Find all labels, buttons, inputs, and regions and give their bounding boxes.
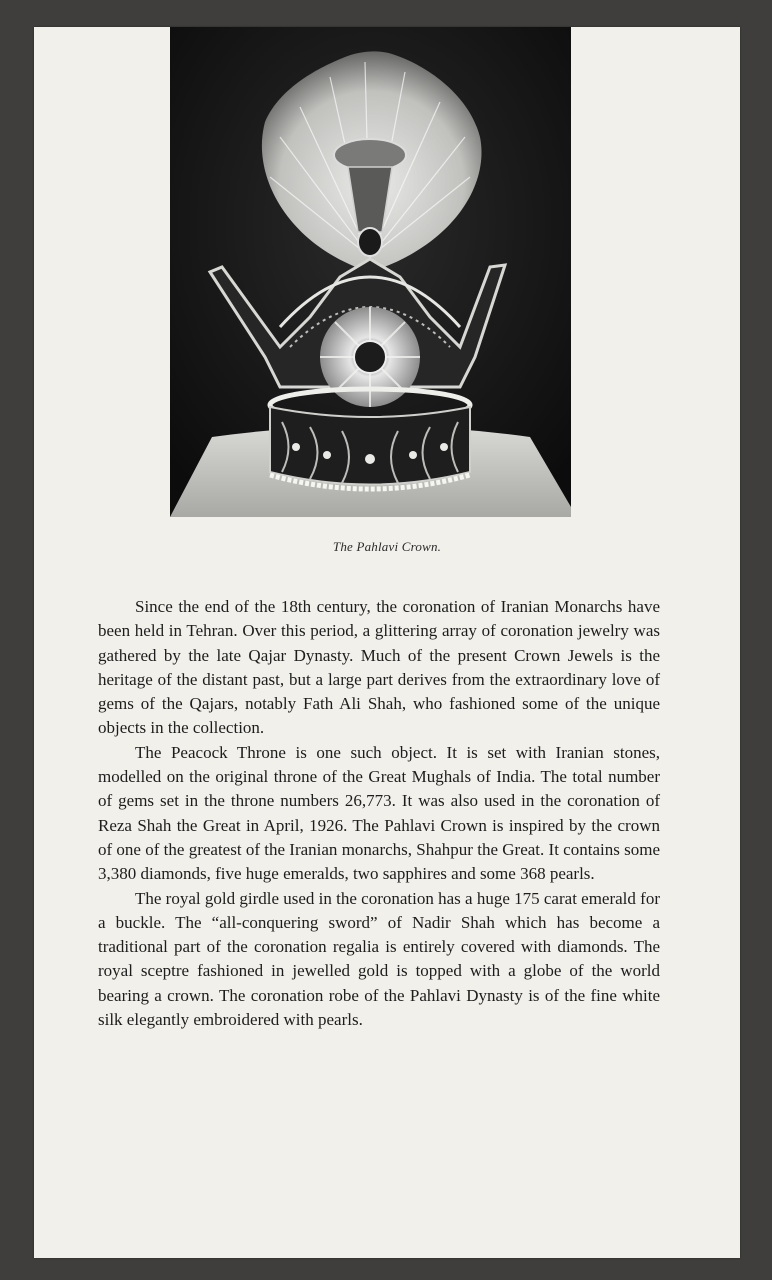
crown-photo (170, 27, 571, 517)
brochure-page (34, 27, 740, 1258)
crown-illustration (170, 27, 571, 517)
paragraph-peacock-throne: The Peacock Throne is one such object. It is set with Iranian stones, modelled on the original throne of the Great Mughals of India. The total number of gems set in the throne numbers 26,773. It was also used in the coronation of Reza Shah the Great in April, 1926. The Pahlavi Crown is inspired by the crown of one of the greatest of the Iranian monarchs, Shahpur the Great. It contains some 3,380 diamonds, five huge emeralds, two sapphires and some 368 pearls. (98, 742, 660, 884)
paragraph-royal-regalia: The royal gold girdle used in the coronation has a huge 175 carat emerald for a buckle. The “all-conquering sword” of Nadir Shah which has become a traditional part of the coronation regalia is entirely covered with diamonds. The royal sceptre fashioned in jewelled gold is topped with a globe of the world bearing a crown. The coronation robe of the Pahlavi Dynasty is of the fine white silk elegantly embroidered with pearls. (98, 888, 660, 1030)
paragraph-coronation-history: Since the end of the 18th century, the coronation of Iranian Monarchs have been held in Tehran. Over this period, a glittering array of coronation jewelry was gathered by the late Qajar Dynasty. Much of the present Crown Jewels is the heritage of the distant past, but a large part derives from the extraordinary love of gems of the Qajars, notably Fath Ali Shah, who fashioned some of the unique objects in the collection. (98, 597, 660, 738)
article-body (98, 595, 660, 1032)
photo-caption: The Pahlavi Crown. (332, 539, 442, 554)
